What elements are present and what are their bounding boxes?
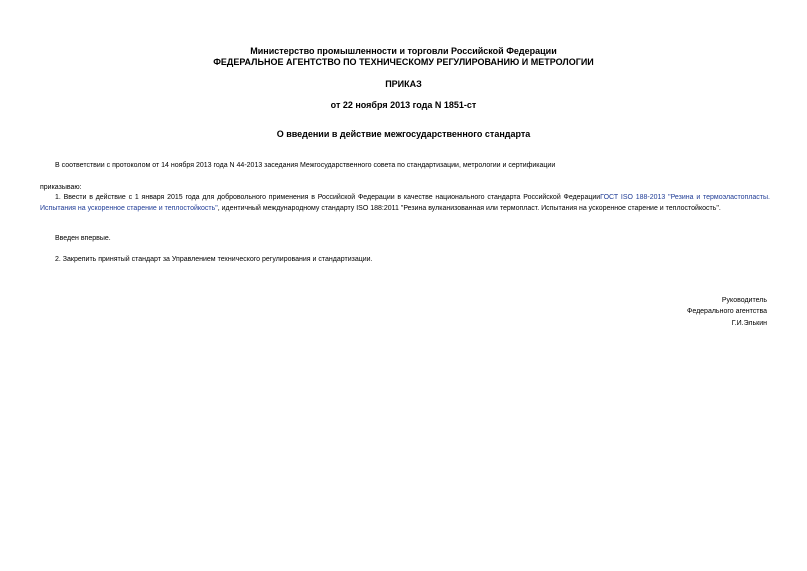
standard-link[interactable]: ГОСТ ISO 188-2013 "Резина и термоэластопласты. Испытания на ускоренное старение и теплостойкость" (40, 194, 770, 212)
order-title: ПРИКАЗ (385, 79, 422, 89)
item-1-text-start: 1. Ввести в действие с 1 января 2015 года для добровольного применения в Российской Федерации в качестве национального стандарта Российской Федерации (55, 194, 601, 201)
orders-label: приказываю: (40, 184, 82, 191)
order-date: от 22 ноября 2013 года N 1851-ст (330, 100, 477, 110)
first-introduced-note: Введен впервые. (55, 235, 111, 242)
item-1-text-end: , идентичный международному стандарту ISO 188:2011 "Резина вулканизованная или термопласт. Испытания на ускоренное старение и теплостойкость". (217, 205, 721, 212)
signature-organization: Федерального агентства (687, 308, 767, 315)
ministry-heading: Министерство промышленности и торговли Российской Федерации (250, 46, 557, 56)
agency-heading: ФЕДЕРАЛЬНОЕ АГЕНТСТВО ПО ТЕХНИЧЕСКОМУ РЕГУЛИРОВАНИЮ И МЕТРОЛОГИИ (213, 57, 594, 67)
item-2-paragraph: 2. Закрепить принятый стандарт за Управлением технического регулирования и стандартизации. (55, 256, 373, 263)
order-subject: О введении в действие межгосударственного стандарта (276, 129, 531, 139)
item-1-paragraph (40, 192, 770, 214)
basis-paragraph: В соответствии с протоколом от 14 ноября 2013 года N 44-2013 заседания Межгосударственного совета по стандартизации, метрологии и сертификации (55, 162, 556, 169)
signature-position: Руководитель (721, 297, 767, 304)
signature-name: Г.И.Элькин (731, 320, 767, 327)
